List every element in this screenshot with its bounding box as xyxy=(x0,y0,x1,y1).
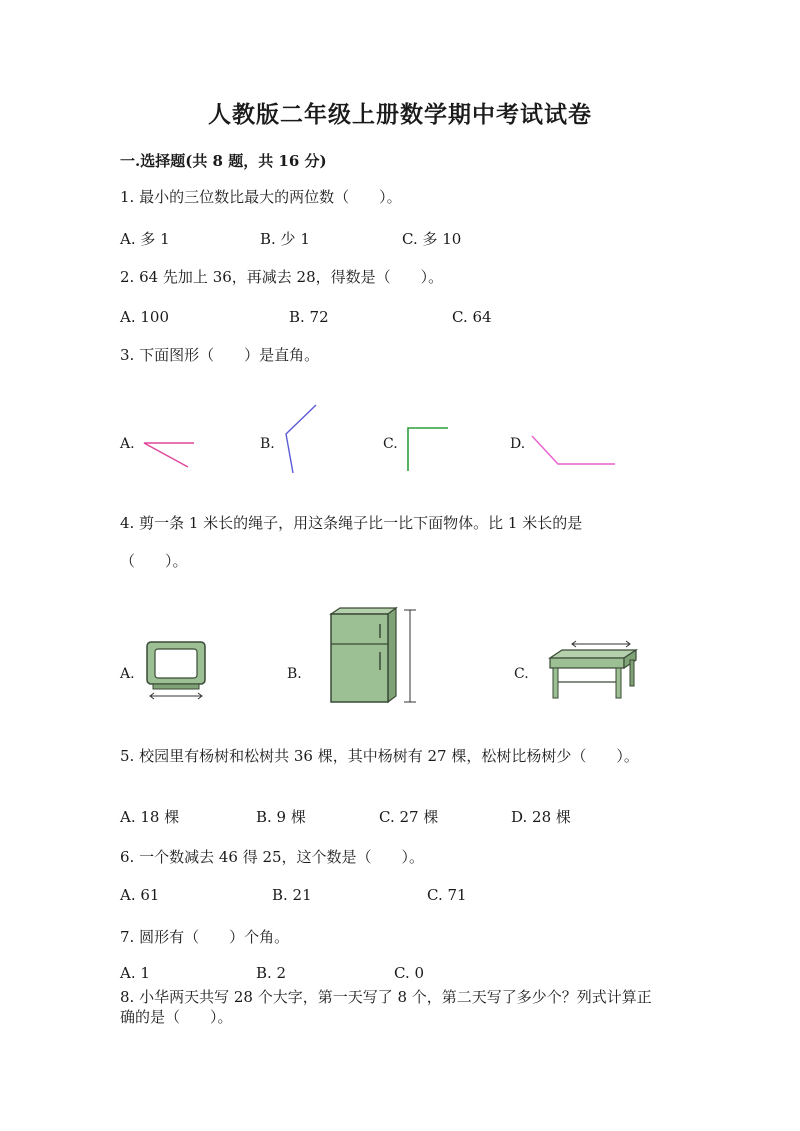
q5-option-c: C. 27 棵 xyxy=(379,808,439,826)
q7-option-a: A. 1 xyxy=(120,964,150,982)
angle-d-figure xyxy=(532,436,615,464)
question-4-line-1: 4. 剪一条 1 米长的绳子，用这条绳子比一比下面物体。比 1 米长的是 xyxy=(120,514,583,532)
table-image xyxy=(548,636,638,702)
angle-b-figure xyxy=(286,405,316,473)
question-6: 6. 一个数减去 46 得 25，这个数是（ ）。 xyxy=(120,848,425,866)
television-image xyxy=(145,640,207,702)
q7-option-c: C. 0 xyxy=(394,964,425,982)
angle-c-figure xyxy=(408,428,448,471)
q3-option-c: C. xyxy=(383,436,398,452)
section-heading: 一.选择题(共 8 题，共 16 分) xyxy=(120,152,327,170)
q5-option-b: B. 9 棵 xyxy=(256,808,306,826)
q6-option-c: C. 71 xyxy=(427,886,467,904)
question-1: 1. 最小的三位数比最大的两位数（ ）。 xyxy=(120,188,402,206)
q3-option-b: B. xyxy=(260,436,275,452)
q7-option-b: B. 2 xyxy=(256,964,287,982)
angle-a-figure xyxy=(144,443,194,467)
q2-option-c: C. 64 xyxy=(452,308,492,326)
question-8-line-2: 确的是（ ）。 xyxy=(120,1008,233,1026)
question-2: 2. 64 先加上 36，再减去 28，得数是（ ）。 xyxy=(120,268,444,286)
question-7: 7. 圆形有（ ）个角。 xyxy=(120,928,290,946)
q3-option-a: A. xyxy=(120,436,135,452)
question-8-line-1: 8. 小华两天共写 28 个大字，第一天写了 8 个，第二天写了多少个？列式计算正 xyxy=(120,988,652,1006)
q1-option-a: A. 多 1 xyxy=(120,230,170,248)
q6-option-a: A. 61 xyxy=(120,886,160,904)
q5-option-a: A. 18 棵 xyxy=(120,808,180,826)
q4-option-c: C. xyxy=(514,666,529,682)
page-title: 人教版二年级上册数学期中考试试卷 xyxy=(208,101,592,128)
question-3: 3. 下面图形（ ）是直角。 xyxy=(120,346,320,364)
q2-option-b: B. 72 xyxy=(289,308,329,326)
q5-option-d: D. 28 棵 xyxy=(511,808,571,826)
q4-option-b: B. xyxy=(287,666,302,682)
q3-option-d: D. xyxy=(510,436,526,452)
q4-option-a: A. xyxy=(120,666,135,682)
q6-option-b: B. 21 xyxy=(272,886,312,904)
q1-option-b: B. 少 1 xyxy=(260,230,310,248)
refrigerator-image xyxy=(328,606,423,706)
q2-option-a: A. 100 xyxy=(120,308,169,326)
question-5: 5. 校园里有杨树和松树共 36 棵，其中杨树有 27 棵，松树比杨树少（ ）。 xyxy=(120,747,639,765)
question-4-line-2: （ ）。 xyxy=(120,552,188,570)
q1-option-c: C. 多 10 xyxy=(402,230,462,248)
